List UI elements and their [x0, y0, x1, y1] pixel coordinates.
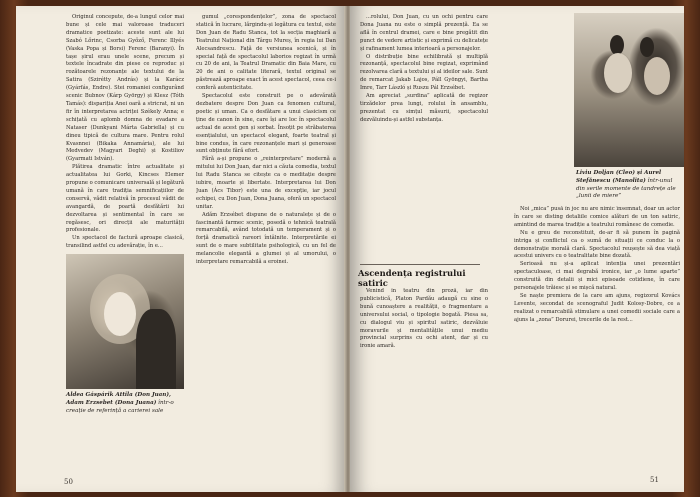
paragraph: Se naște premiera de la care am ajuns, regizorul Kovács Levente, secondat de scenograful Judit Kolosy-Dobre, ce a realizat o remarcabilă stimulare a unei comedii sociale care a ajuns la „zona” Dorurei, trecerile de la rest... — [514, 292, 680, 323]
paragraph: Serioasă nu și-a aplicat intenția unei prezentări spectaculoase, ci mai degrabă ironice, iar „o lume aparte” construită din detalii și mici episoade cotidiene, în care personajele trăiesc și se mișcă natural. — [514, 261, 680, 292]
page-number-left: 50 — [64, 478, 73, 486]
left-page — [16, 6, 346, 492]
caption-lead: Aldea Gáspárik Attila (Don Juan), Adam Erzsebet (Dona Juana) — [66, 392, 171, 406]
paragraph: Un spectacol de factură aproape clasică, transilind astfel cu adevărație, în e... — [66, 235, 184, 250]
stage-photo-honeymoon — [574, 13, 684, 167]
paragraph: Nu e greu de reconstituit, de-ar fi să punem în pagină intriga și conflictul ca o sumă de situații ce conduc la o demonstrație morală clară. Spectacolul reușește să dea viață acestui univers cu o teatralitate bine dozată. — [514, 229, 680, 260]
paragraph: Venind în teatru din proză, iar din publicistică, Platon Pardău adaugă cu sine o bună cunoaștere a realității, o fragmentare a universului social, o tipologie bogată. Piesa sa, cu dialogul viu și spiritul satiric, dezvăluie moravurile și mentalitățile unui mediu provincial surprins cu ochi atent, dar și cu ironie amară. — [360, 288, 488, 350]
photo-caption-right — [576, 170, 680, 201]
caption-lead: Liviu Doljan (Cleo) și Aurel Stefănescu (Manolita) — [576, 170, 662, 184]
paragraph: Fără a-și propune o „reinterpretare” modernă a mitului lui Don Juan, dar nici a căuta comedia, textul lui Radu Stanca se citește ca o meditație despre iubire, moarte și libertate. Interpretarea lui Don Juan (Ács Tibor) este una de excepție, iar jocul echipei, cu Don Juan, Dona Juana, oferă un spectacol unitar. — [196, 156, 336, 210]
paragraph: ...rolului, Don Juan, cu un ochi pentru care Dona Juana nu este o simplă prezență. Ea se află în centrul dramei, care e bine pregătit din punct de vedere artistic și exprimă cu delicatețe și rafinament lumea interioară a personajelor. — [360, 14, 488, 52]
caption-rest: într-o creație de referință a carierei sale — [66, 399, 174, 414]
paragraph: Adăm Erzsébet dispune de o naturalețe și de o fascinantă farmec scenic, posedă o tehnică teatrală remarcabilă, având totodată un temperament și o forță dramatică rareori întâlnite. Interpretările ei sunt de o mare subtilitate psihologică, cu un fel de melancolie elegantă a glumei și al umorului, o interpretare remarcabilă a eroinei. — [196, 211, 336, 266]
paragraph: Originul concepute, de-a lungul celor mai bune și cele mai valoroase traduceri dramatice poetizate: aceste sunt ale lui Szabó Lőrinc, Csorba Győző, Ferenc Illyés (Vaska Popa și Borsi) Ferenc (Baranyi). În tașe șirul erau unele scene, precum și textele încadrate din piese ce reproduc și rozătoarele rezonanțe ale textului de la Satira (Szirétty András) și la Karácz (Gyárfás, Endre). Stei romaniei configurând scenic Bubnov (Kárp György) și Klesz (Tóth Tamás): dispariția Anei oară a stricrat, ni un fir în interpretarea actriței Székely Anna; e schițată cu aplomb domna de evadare a Nataser (Dunkyani Márta Gabriella) și cu dineu tipică de cultura mare. Pentru rolul Kvasnnei (Bikaka Annamária), ale lui Medvedev (Magyari Deghi) și Kostiliov (Gyarmati István). — [66, 14, 184, 163]
right-page — [350, 6, 684, 492]
photo-caption-left — [66, 392, 188, 415]
left-page-column-1 — [66, 14, 184, 250]
right-page-column-1-top — [360, 14, 488, 264]
paragraph: Am apreciat „surdina” aplicată de regizor tirzădelor prea lungi, rolului în ansamblu, prezentat cu simțul măsurii, spectacolul dezvăluindu-și astfel substanța. — [360, 93, 488, 123]
right-page-column-2 — [514, 206, 680, 476]
paragraph: gumul „corespondențelor”, zona de spectacol statică în lucrare, lărgindu-și legătura cu textul, este Don Juan de Radu Stanca, tot la secția maghiară a Teatrului Național din Târgu Mureș, în regia lui Dan Alecsandrescu. Față de versiunea scenică, și în special față de spectacolul laborios regizat în urmă cu 20 de ani, la Teatrul Dramatic din Baia Mare, cu 20 de ani o calitate literară, textul original se păstrează aproape exact în acest spectacol, ceea ce-i conferă autenticitate. — [196, 14, 336, 92]
caption-rest: într-unul din serile momente de tandrețe ale „lunii de miere” — [576, 177, 676, 200]
section-heading: Ascendența registrului satiric — [358, 268, 466, 288]
heading-rule — [360, 264, 480, 265]
right-page-column-1-bottom — [360, 288, 488, 468]
stage-photo-don-juan — [66, 254, 184, 389]
page-number-right: 51 — [650, 476, 659, 484]
paragraph: Noi „mica” pusă în joc nu are nimic însemnat, doar un actor în care se disting detaliile comice alături de un ton satiric, amintind de marea tradiție a teatrului românesc de comedie. — [514, 206, 680, 228]
paragraph: O distribuție bine echilibrată și multiplă rezonanță, spectacolul bine regizat, exprimând rezolvarea clară a textului și al ideilor sale. Sunt de remarcat Jakab Lajos, Páll Gyöngyi, Bartha Imre, Tarr László și Ruszu Pál Erzsébet. — [360, 53, 488, 92]
paragraph: Spectacolul este construit pe o adevărată dezbatere despre Don Juan ca fenomen cultural, poetic și uman. Ca o desfătare a unui clasicism ce ține de canon în sine, care își are loc în spectacolul actual de acest gen și sorbat. Însoțit pe străbaterea esențialului, un spectacol elegant, foarte teatral și bine condus, în care rezonanțele mari și generoase sunt obținute fără efort. — [196, 93, 336, 155]
left-page-column-2 — [196, 14, 336, 484]
paragraph: Plătirea dramatic între actualitate și actualitatea lui Gorki, Kincses Elemer propune o comunicare universală și legătură umană în care tradiția semnificațiilor de conservă, vădit relativă în procesul vădit de avangardă, de poartă desfătării lui dezvoltarea și sentimental în care se regăsesc, ori direcții ale maturității profesionale. — [66, 164, 184, 234]
